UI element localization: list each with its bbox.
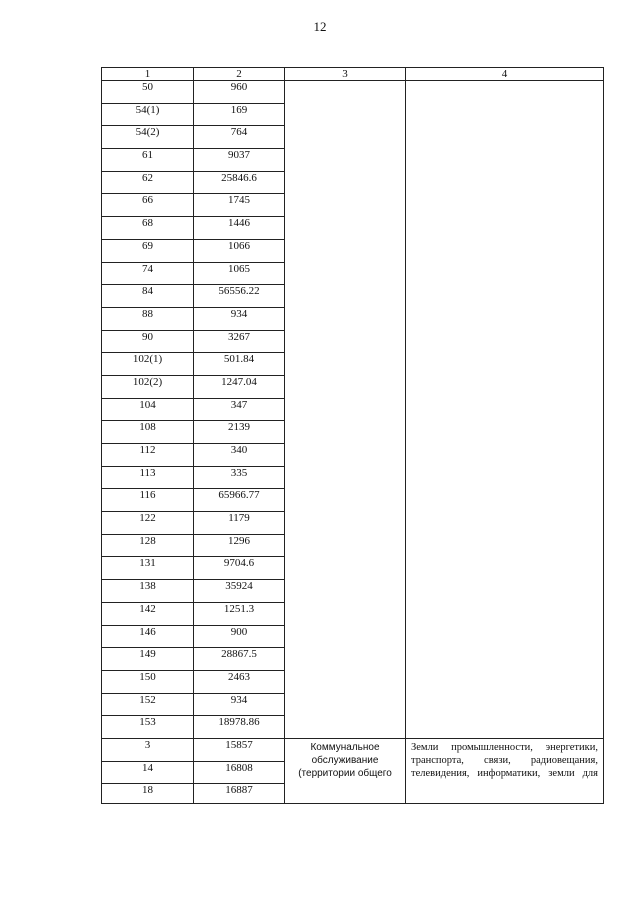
table-cell: 934 — [194, 693, 285, 716]
table-cell: 3 — [102, 738, 194, 761]
table-cell: 16887 — [194, 784, 285, 804]
table-cell: 104 — [102, 398, 194, 421]
table-cell: 2463 — [194, 670, 285, 693]
table-cell: 65966.77 — [194, 489, 285, 512]
table-cell: 14 — [102, 761, 194, 784]
table-cell: 16808 — [194, 761, 285, 784]
table-cell: 142 — [102, 602, 194, 625]
table-cell-empty — [406, 81, 604, 739]
land-table — [101, 67, 604, 804]
table-cell: 54(2) — [102, 126, 194, 149]
table-cell: 138 — [102, 580, 194, 603]
table-cell: 340 — [194, 444, 285, 467]
table-cell: 347 — [194, 398, 285, 421]
table-row — [102, 81, 604, 104]
table-cell: 15857 — [194, 738, 285, 761]
header-cell: 4 — [406, 68, 604, 81]
table-cell: 66 — [102, 194, 194, 217]
table-cell: 113 — [102, 466, 194, 489]
table-cell: 25846.6 — [194, 171, 285, 194]
table-cell: 1251.3 — [194, 602, 285, 625]
land-use-description: Коммунальное обслуживание (территории общего — [285, 738, 406, 803]
table-cell: 960 — [194, 81, 285, 104]
table-cell: 108 — [102, 421, 194, 444]
table-cell: 128 — [102, 534, 194, 557]
table-cell: 122 — [102, 512, 194, 535]
table-cell: 90 — [102, 330, 194, 353]
table-cell: 1247.04 — [194, 375, 285, 398]
table-cell: 149 — [102, 648, 194, 671]
header-cell: 2 — [194, 68, 285, 81]
table-cell: 102(2) — [102, 375, 194, 398]
table-cell: 1179 — [194, 512, 285, 535]
table-cell: 116 — [102, 489, 194, 512]
table-cell: 150 — [102, 670, 194, 693]
table-cell: 74 — [102, 262, 194, 285]
table-cell: 54(1) — [102, 103, 194, 126]
table-cell: 900 — [194, 625, 285, 648]
table-cell: 112 — [102, 444, 194, 467]
table-cell: 9704.6 — [194, 557, 285, 580]
table-cell: 9037 — [194, 149, 285, 172]
table-cell: 146 — [102, 625, 194, 648]
land-category-description: Земли промышленности, энергетики, транспорта, связи, радиовещания, телевидения, информатики, земли для — [406, 738, 604, 803]
table-cell: 1745 — [194, 194, 285, 217]
table-cell: 152 — [102, 693, 194, 716]
header-cell: 1 — [102, 68, 194, 81]
table-cell: 934 — [194, 307, 285, 330]
table-cell-empty — [285, 81, 406, 739]
table-cell: 18978.86 — [194, 716, 285, 739]
table-cell: 28867.5 — [194, 648, 285, 671]
table-cell: 69 — [102, 239, 194, 262]
table-cell: 3267 — [194, 330, 285, 353]
table-cell: 35924 — [194, 580, 285, 603]
table-cell: 501.84 — [194, 353, 285, 376]
table-cell: 335 — [194, 466, 285, 489]
table-cell: 153 — [102, 716, 194, 739]
table-row — [102, 738, 604, 761]
table-cell: 50 — [102, 81, 194, 104]
table-cell: 764 — [194, 126, 285, 149]
table-cell: 68 — [102, 217, 194, 240]
table-cell: 2139 — [194, 421, 285, 444]
table-cell: 18 — [102, 784, 194, 804]
table-cell: 88 — [102, 307, 194, 330]
table-cell: 84 — [102, 285, 194, 308]
table-cell: 131 — [102, 557, 194, 580]
header-row — [102, 68, 604, 81]
page-number: 12 — [313, 19, 327, 34]
table-cell: 102(1) — [102, 353, 194, 376]
table-cell: 1446 — [194, 217, 285, 240]
header-cell: 3 — [285, 68, 406, 81]
table-cell: 62 — [102, 171, 194, 194]
table-cell: 1296 — [194, 534, 285, 557]
table-cell: 1066 — [194, 239, 285, 262]
table-cell: 56556.22 — [194, 285, 285, 308]
table-cell: 1065 — [194, 262, 285, 285]
table-cell: 169 — [194, 103, 285, 126]
table-cell: 61 — [102, 149, 194, 172]
